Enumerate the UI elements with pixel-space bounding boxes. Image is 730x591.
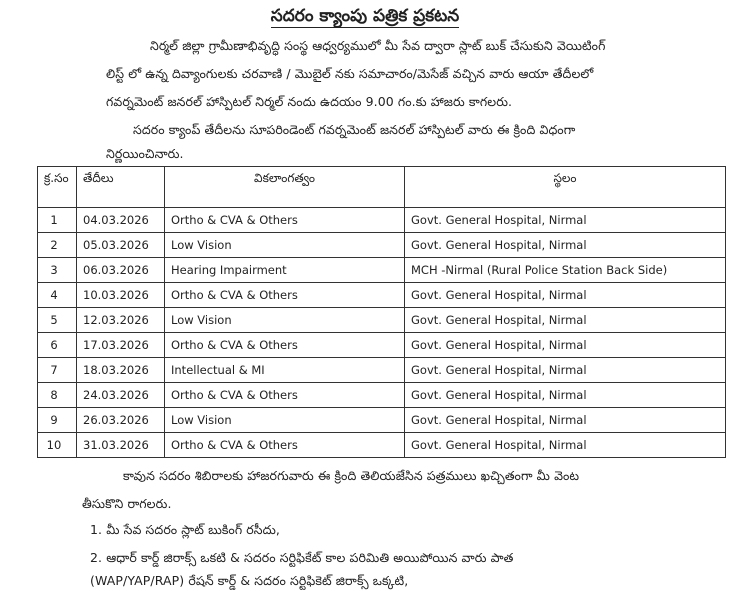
row-category: Intellectual & MI (165, 358, 405, 383)
row-sno: 9 (38, 408, 77, 433)
footer-line-1: కావున సదరం శిబిరాలకు హాజరగువారు ఈ క్రింది తెలియజేసిన పత్రములు ఖచ్చితంగా మీ వెంట (123, 468, 580, 483)
row-category: Hearing Impairment (165, 258, 405, 283)
row-category: Ortho & CVA & Others (165, 283, 405, 308)
row-sno: 5 (38, 308, 77, 333)
page-title (0, 6, 730, 30)
table-row (38, 258, 726, 283)
row-date: 10.03.2026 (77, 283, 165, 308)
row-sno: 8 (38, 383, 77, 408)
table-row (38, 383, 726, 408)
table-row (38, 308, 726, 333)
row-date: 05.03.2026 (77, 233, 165, 258)
intro-line-1: నిర్మల్ జిల్లా గ్రామీణాభివృద్ధి సంస్థ ఆధ్వర్యములో మీ సేవ ద్వారా స్లాట్ బుక్ చేసుకుని వెయిటింగ్ (150, 38, 606, 53)
footer-item-1: 1. మీ సేవ సదరం స్లాట్ బుకింగ్ రసీదు, (90, 522, 281, 537)
row-date: 18.03.2026 (77, 358, 165, 383)
row-venue: Govt. General Hospital, Nirmal (405, 208, 726, 233)
page-title-text: సదరం క్యాంపు పత్రిక ప్రకటన (270, 6, 460, 26)
footer-item-2-line-2: (WAP/YAP/RAP) రేషన్ కార్డ్ & సదరం సర్టిఫికెట్ జిరాక్స్ ఒక్కటి, (90, 573, 409, 588)
row-venue: Govt. General Hospital, Nirmal (405, 308, 726, 333)
row-sno: 4 (38, 283, 77, 308)
intro-line-4: సదరం క్యాంప్ తేదీలను సూపరిండెంట్ గవర్నమెంట్ జనరల్ హాస్పిటల్ వారు ఈ క్రింది విధంగా (133, 122, 576, 137)
row-venue: Govt. General Hospital, Nirmal (405, 433, 726, 458)
row-category: Ortho & CVA & Others (165, 433, 405, 458)
intro-line-2: లిస్ట్ లో ఉన్న దివ్యాంగులకు చరవాణి / మొబైల్ నకు సమాచారం/మెసేజ్ వచ్చిన వారు ఆయా తేదీలలో (106, 66, 594, 81)
row-venue: Govt. General Hospital, Nirmal (405, 408, 726, 433)
table-row (38, 208, 726, 233)
row-date: 31.03.2026 (77, 433, 165, 458)
table-row (38, 433, 726, 458)
table-row (38, 233, 726, 258)
header-date: తేదీలు (77, 167, 165, 208)
header-category: వికలాంగత్వం (165, 167, 405, 208)
row-date: 06.03.2026 (77, 258, 165, 283)
row-sno: 6 (38, 333, 77, 358)
row-venue: Govt. General Hospital, Nirmal (405, 333, 726, 358)
header-sno: క్ర.సం (38, 167, 77, 208)
table-row (38, 283, 726, 308)
row-date: 04.03.2026 (77, 208, 165, 233)
row-sno: 3 (38, 258, 77, 283)
row-venue: Govt. General Hospital, Nirmal (405, 283, 726, 308)
intro-line-3: గవర్నమెంట్ జనరల్ హాస్పిటల్ నిర్మల్ నందు ఉదయం 9.00 గం.కు హాజరు కాగలరు. (106, 94, 513, 109)
row-category: Low Vision (165, 233, 405, 258)
row-date: 24.03.2026 (77, 383, 165, 408)
table-header-row (38, 167, 726, 208)
intro-line-5: నిర్ణయించినారు. (106, 146, 184, 161)
row-category: Low Vision (165, 308, 405, 333)
row-sno: 2 (38, 233, 77, 258)
row-category: Ortho & CVA & Others (165, 333, 405, 358)
row-sno: 10 (38, 433, 77, 458)
table-row (38, 408, 726, 433)
table-row (38, 358, 726, 383)
row-category: Low Vision (165, 408, 405, 433)
row-venue: Govt. General Hospital, Nirmal (405, 233, 726, 258)
row-date: 26.03.2026 (77, 408, 165, 433)
footer-line-2: తీసుకొని రాగలరు. (82, 496, 172, 511)
camp-schedule-table (37, 166, 726, 458)
row-date: 17.03.2026 (77, 333, 165, 358)
table-row (38, 333, 726, 358)
row-venue: Govt. General Hospital, Nirmal (405, 358, 726, 383)
row-sno: 1 (38, 208, 77, 233)
row-venue: MCH -Nirmal (Rural Police Station Back Side) (405, 258, 726, 283)
row-category: Ortho & CVA & Others (165, 208, 405, 233)
row-venue: Govt. General Hospital, Nirmal (405, 383, 726, 408)
footer-item-2-line-1: 2. ఆధార్ కార్డ్ జిరాక్స్ ఒకటి & సదరం సర్టిఫికేట్ కాల పరిమితి అయిపోయిన వారు పాత (90, 550, 514, 565)
header-venue: స్థలం (405, 167, 726, 208)
row-date: 12.03.2026 (77, 308, 165, 333)
row-sno: 7 (38, 358, 77, 383)
row-category: Ortho & CVA & Others (165, 383, 405, 408)
